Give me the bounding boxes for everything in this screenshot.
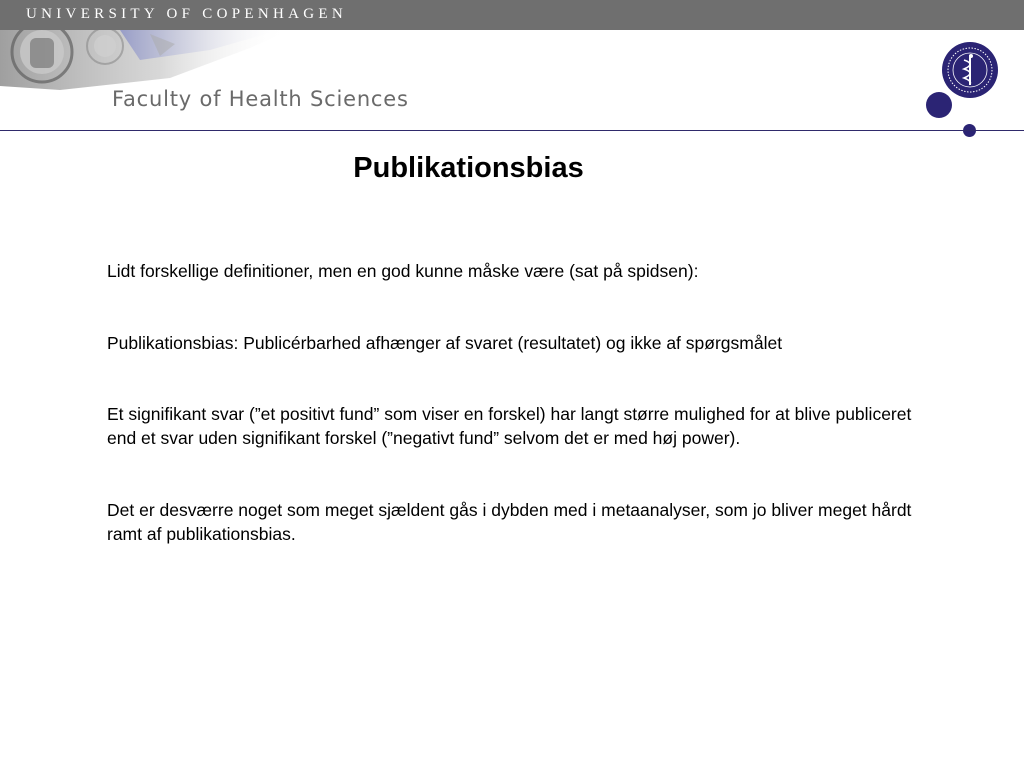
slide-title: Publikationsbias	[353, 152, 584, 184]
paragraph-definitions-intro: Lidt forskellige definitioner, men en god kunne måske være (sat på spidsen):	[107, 261, 699, 281]
faculty-seal-logo-icon	[940, 40, 1000, 100]
university-name: UNIVERSITY OF COPENHAGEN	[26, 6, 347, 22]
paragraph-definition: Publikationsbias: Publicérbarhed afhænger af svaret (resultatet) og ikke af spørgsmålet	[107, 333, 783, 353]
university-seal-banner-icon	[0, 30, 290, 90]
paragraph-metaanalysis: Det er desværre noget som meget sjældent gås i dybden med i metaanalyser, som jo bliver meget hårdt ramt af publikationsbias.	[107, 500, 912, 544]
paragraph-significant-result: Et signifikant svar (”et positivt fund” som viser en forskel) har langt større mulighed for at blive publiceret end et svar uden signifikant forskel (”negativt fund” selvom det er med høj power).	[107, 404, 912, 448]
top-bar	[0, 0, 1024, 30]
decorative-dot-large	[926, 92, 952, 118]
header-divider	[0, 130, 1024, 131]
faculty-name: Faculty of Health Sciences	[112, 87, 409, 111]
